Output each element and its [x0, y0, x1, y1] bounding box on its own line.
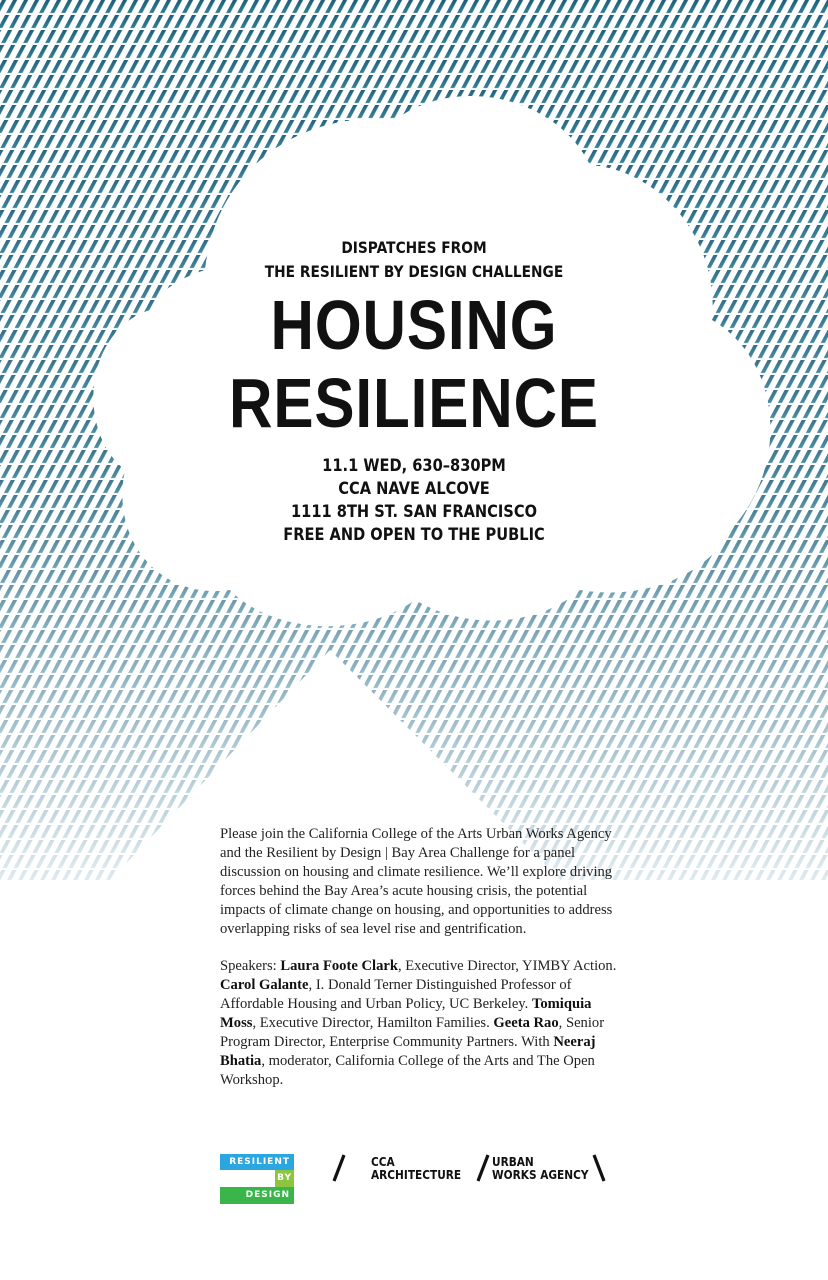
speaker-name: Carol Galante: [220, 977, 309, 993]
kicker-text: [58, 236, 770, 284]
speakers-paragraph: [220, 957, 620, 1090]
body-text: [220, 825, 620, 1108]
moderator-name: Neeraj Bhatia: [220, 1034, 596, 1069]
logo-segment: RESILIENT: [220, 1154, 294, 1170]
event-address: 1111 8TH ST. SAN FRANCISCO: [290, 502, 537, 522]
speakers-label: Speakers:: [220, 958, 277, 974]
logo-segment: BY: [275, 1170, 294, 1187]
page-title: [58, 286, 770, 442]
cca-architecture-logo: [371, 1156, 461, 1182]
speaker-name: Tomiquia Moss: [220, 996, 592, 1031]
event-details: [58, 455, 770, 547]
kicker-line: THE RESILIENT BY DESIGN CHALLENGE: [264, 262, 564, 281]
moderator-role: , moderator, California College of the Arts and The Open Workshop.: [220, 1053, 595, 1088]
title-line: RESILIENCE: [229, 364, 599, 442]
speaker-role: , I. Donald Terner Distinguished Professor of Affordable Housing and Urban Policy, UC Berkeley.: [220, 977, 572, 1012]
logo-line: WORKS AGENCY: [492, 1168, 589, 1182]
logo-line: URBAN: [492, 1155, 534, 1169]
event-date: 11.1 WED, 630–830PM: [322, 456, 506, 476]
event-admission: FREE AND OPEN TO THE PUBLIC: [283, 525, 545, 545]
description-paragraph: Please join the California College of the Arts Urban Works Agency and the Resilient by Design | Bay Area Challenge for a panel discussion on housing and climate resilience. We’ll explore driving forces behind the Bay Area’s acute housing crisis, the potential impacts of climate change on housing, and opportunities to address overlapping risks of sea level rise and gentrification.: [220, 826, 613, 937]
resilient-by-design-logo: [220, 1154, 294, 1204]
speaker-role: , Senior Program Director, Enterprise Community Partners. With: [220, 1015, 605, 1050]
urban-works-agency-logo: [492, 1156, 589, 1182]
slash-icon: [330, 1152, 360, 1184]
kicker-line: DISPATCHES FROM: [341, 238, 487, 257]
logo-segment: DESIGN: [220, 1187, 294, 1204]
backslash-icon: [586, 1152, 616, 1184]
speaker-name: Geeta Rao: [493, 1015, 559, 1031]
title-line: HOUSING: [270, 286, 558, 364]
speaker-role: , Executive Director, YIMBY Action.: [397, 958, 617, 974]
logo-line: ARCHITECTURE: [371, 1168, 462, 1182]
speaker-name: Laura Foote Clark: [280, 958, 398, 974]
logo-line: CCA: [371, 1155, 395, 1169]
speaker-role: , Executive Director, Hamilton Families.: [252, 1015, 490, 1031]
event-venue: CCA NAVE ALCOVE: [338, 479, 490, 499]
